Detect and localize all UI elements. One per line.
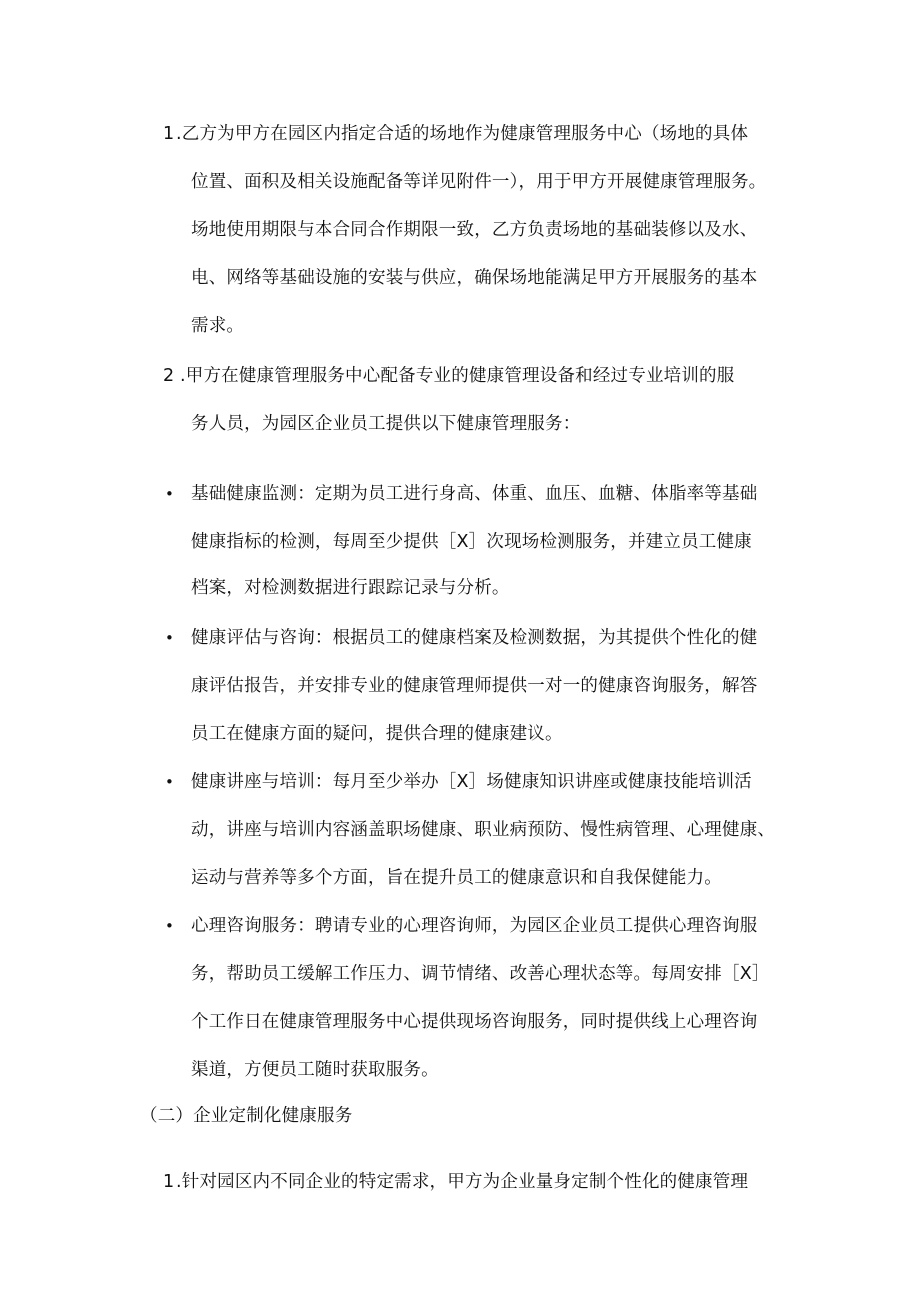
bullet-3-marker: • (165, 773, 174, 791)
section-heading: （二）企业定制化健康服务 (140, 1106, 353, 1126)
bullet-1-line-1: 基础健康监测：定期为员工进行身高、体重、血压、血糖、体脂率等基础 (191, 484, 758, 504)
item-1-line-3: 场地使用期限与本合同合作期限一致，乙方负责场地的基础装修以及水、 (191, 220, 758, 240)
item-1-line-1: .乙方为甲方在园区内指定合适的场地作为健康管理服务中心（场地的具体 (176, 124, 749, 144)
bullet-3-line-3: 运动与营养等多个方面，旨在提升员工的健康意识和自我保健能力。 (191, 868, 722, 888)
bullet-2-line-1: 健康评估与咨询：根据员工的健康档案及检测数据，为其提供个性化的健 (191, 628, 758, 648)
bullet-4-marker: • (165, 917, 174, 935)
bullet-2-line-2: 康评估报告，并安排专业的健康管理师提供一对一的健康咨询服务，解答 (191, 676, 758, 696)
bullet-4-line-2: 务，帮助员工缓解工作压力、调节情绪、改善心理状态等。每周安排［X］ (191, 964, 770, 984)
item-2-number: 2 (163, 366, 175, 386)
bullet-1-line-3: 档案，对检测数据进行跟踪记录与分析。 (191, 578, 510, 598)
bullet-3-line-2: 动，讲座与培训内容涵盖职场健康、职业病预防、慢性病管理、心理健康、 (191, 820, 776, 840)
bullet-1-marker: • (165, 485, 174, 503)
bullet-4-line-1: 心理咨询服务：聘请专业的心理咨询师，为园区企业员工提供心理咨询服 (191, 916, 758, 936)
bullet-2-line-3: 员工在健康方面的疑问，提供合理的健康建议。 (191, 724, 563, 744)
item-2-line-2: 务人员，为园区企业员工提供以下健康管理服务： (191, 414, 581, 434)
item-2-line-1: .甲方在健康管理服务中心配备专业的健康管理设备和经过专业培训的服 (180, 366, 735, 386)
item-1-line-4: 电、网络等基础设施的安装与供应，确保场地能满足甲方开展服务的基本 (191, 268, 758, 288)
bullet-4-line-4: 渠道，方便员工随时获取服务。 (191, 1060, 439, 1080)
section-item-1-number: 1 (163, 1172, 175, 1192)
section-item-1-line-1: .针对园区内不同企业的特定需求，甲方为企业量身定制个性化的健康管理 (176, 1172, 749, 1192)
item-1-number: 1 (163, 124, 175, 144)
item-1-line-5: 需求。 (191, 316, 245, 336)
bullet-3-line-1: 健康讲座与培训：每月至少举办［X］场健康知识讲座或健康技能培训活 (191, 772, 752, 792)
bullet-4-line-3: 个工作日在健康管理服务中心提供现场咨询服务，同时提供线上心理咨询 (191, 1012, 758, 1032)
bullet-1-line-2: 健康指标的检测，每周至少提供［X］次现场检测服务，并建立员工健康 (191, 532, 752, 552)
bullet-2-marker: • (165, 629, 174, 647)
item-1-line-2: 位置、面积及相关设施配备等详见附件一），用于甲方开展健康管理服务。 (191, 172, 767, 192)
